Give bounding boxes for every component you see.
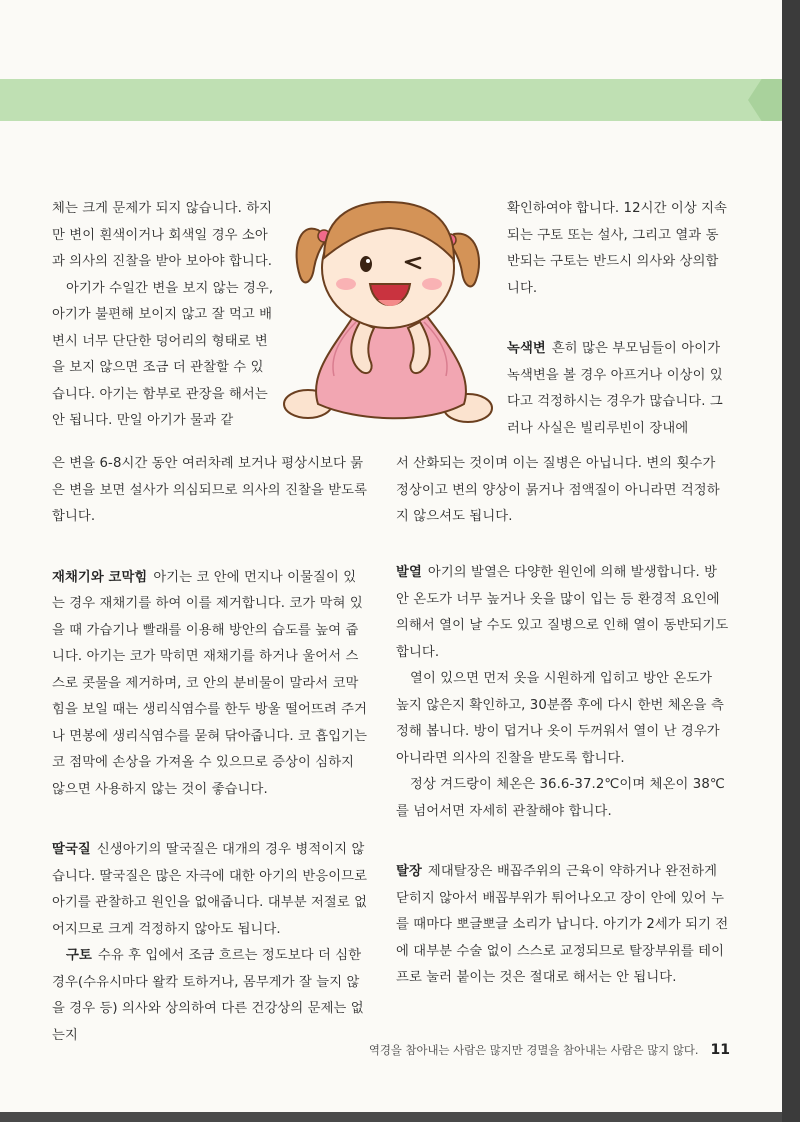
heading-green: 녹색변	[507, 341, 546, 356]
section-hiccup	[52, 837, 368, 943]
paragraph: 은 변을 6-8시간 동안 여러차례 보거나 평상시보다 묽은 변을 보면 설사가 의심되므로 의사의 진찰을 받도록 합니다.	[52, 456, 368, 524]
page-number: 11	[710, 1042, 730, 1058]
section-fever	[396, 560, 729, 666]
paragraph: 체는 크게 문제가 되지 않습니다. 하지 만 변이 흰색이거나 회색일 경우 소아과 의사의 진찰을 받아 보아야 합니다.	[52, 201, 273, 269]
footer-quote: 역경을 참아내는 사람은 많지만 경멸을 참아내는 사람은 많지 않다.	[368, 1043, 699, 1057]
section-vomit	[52, 943, 368, 1049]
heading-hernia: 탈장	[396, 864, 422, 879]
heading-hiccup: 딸국질	[52, 842, 91, 857]
paragraph: 서 산화되는 것이며 이는 질병은 아닙니다. 변의 횟수가 정상이고 변의 양상이 묽거나 점액질이 아니라면 걱정하지 않으셔도 됩니다.	[396, 456, 720, 524]
section-text: 흔히 많은 부모님들이 아이가 녹색변을 볼 경우 아프거나 이상이 있다고 걱정하시는 경우가 많습니다. 그러나 사실은 빌리루빈이 장내에	[507, 341, 723, 436]
heading-fever: 발열	[396, 565, 422, 580]
left-column-top	[52, 196, 274, 435]
header-band	[0, 79, 782, 121]
section-text: 신생아기의 딸국질은 대개의 경우 병적이지 않습니다. 딸국질은 많은 자극에 대한 아기의 반응이므로 아기를 관찰하고 원인을 없애줍니다. 대부분 저절로 없어지므로 크게 걱정하지 않아도 됩니다.	[52, 842, 368, 937]
section-green	[507, 336, 729, 442]
section-text: 아기의 발열은 다양한 원인에 의해 발생합니다. 방안 온도가 너무 높거나 옷을 많이 입는 등 환경적 요인에 의해서 열이 날 수도 있고 질병으로 인해 열이 동반되기도 합니다.	[396, 565, 729, 660]
left-column-main	[52, 451, 368, 1049]
page-edge	[782, 0, 800, 1122]
right-column-mid	[396, 451, 729, 531]
paragraph: 정상 겨드랑이 체온은 36.6-37.2℃이며 체온이 38℃를 넘어서면 자세히 관찰해야 합니다.	[396, 777, 725, 819]
baby-girl-illustration	[278, 172, 500, 430]
section-text: 제대탈장은 배꼽주위의 근육이 약하거나 완전하게 닫히지 않아서 배꼽부위가 튀어나오고 장이 안에 있어 누를 때마다 뽀글뽀글 소리가 납니다. 아기가 2세가 되기 전에 대부분 수술 없이 스스로 교정되므로 탈장부위를 테이프로 눌러 붙이는 것은 절대로 해서는 안 됩니다.	[396, 864, 729, 985]
heading-sneeze: 재채기와 코막힘	[52, 569, 148, 585]
section-hernia	[396, 859, 729, 992]
section-sneeze	[52, 565, 368, 804]
heading-vomit: 구토	[66, 948, 92, 963]
right-column-main	[396, 560, 729, 992]
paragraph: 아기가 수일간 변을 보지 않는 경우, 아기가 불편해 보이지 않고 잘 먹고 배변시 너무 단단한 덩어리의 형태로 변을 보지 않으면 조금 더 관찰할 수 있습니다. 아기는 함부로 관장을 해서는 안 됩니다. 만일 아기가 물과 같	[52, 280, 274, 428]
right-column-top	[507, 196, 729, 442]
paragraph: 확인하여야 합니다. 12시간 이상 지속되는 구토 또는 설사, 그리고 열과 동반되는 구토는 반드시 의사와 상의합니다.	[507, 201, 727, 296]
paragraph: 열이 있으면 먼저 옷을 시원하게 입히고 방안 온도가 높지 않은지 확인하고, 30분쯤 후에 다시 한번 체온을 측정해 봅니다. 방이 덥거나 옷이 두꺼워서 열이 난 경우가 아니라면 의사의 진찰을 받도록 합니다.	[396, 671, 724, 766]
header-band-chevron	[748, 79, 782, 121]
section-text: 아기는 코 안에 먼지나 이물질이 있는 경우 재채기를 하여 이를 제거합니다. 코가 막혀 있을 때 가습기나 빨래를 이용해 방안의 습도를 높여 줍니다. 아기는 코가 막히면 재채기를 하거나 울어서 스스로 콧물을 제거하며, 코 안의 분비물이 말라서 코막힘을 보일 때는 생리식염수를 한두 방울 떨어뜨려 주거나 면봉에 생리식염수를 묻혀 닦아줍니다. 코 흡입기는 코 점막에 손상을 가져올 수 있으므로 증상이 심하지 않으면 사용하지 않는 것이 좋습니다.	[52, 569, 368, 797]
page-footer	[368, 1040, 730, 1060]
section-text: 수유 후 입에서 조금 흐르는 정도보다 더 심한 경우(수유시마다 왈칵 토하거나, 몸무게가 잘 늘지 않을 경우 등) 의사와 상의하여 다른 건강상의 문제는 없는지	[52, 948, 364, 1043]
